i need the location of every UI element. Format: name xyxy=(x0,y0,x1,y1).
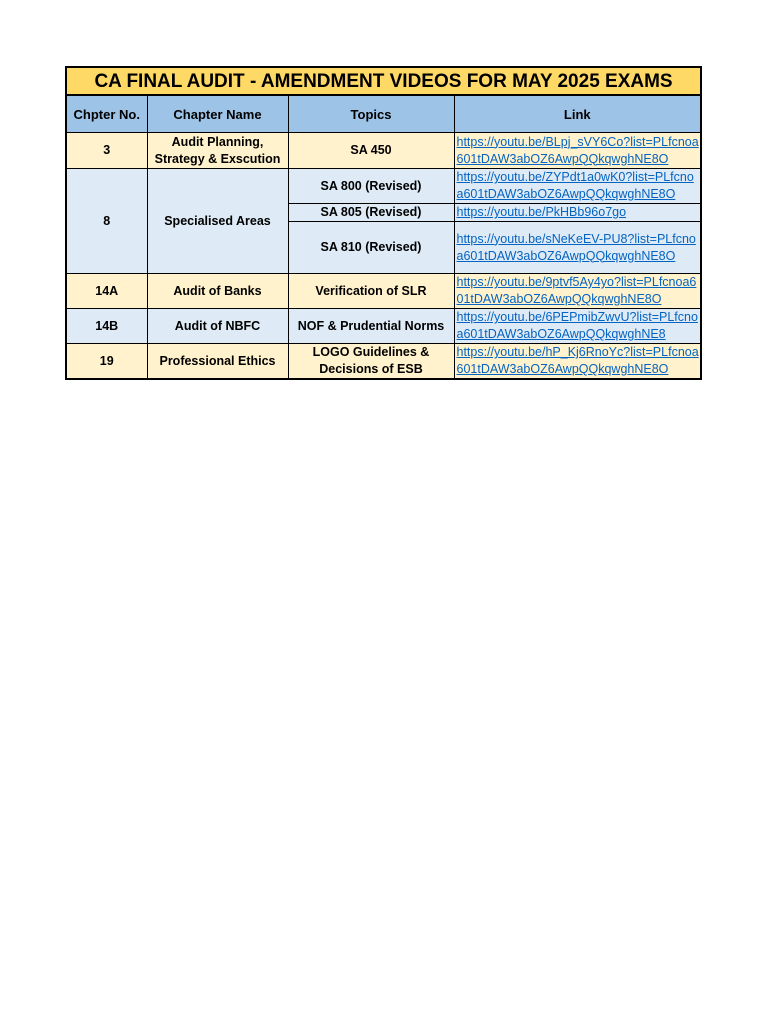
topic: SA 800 (Revised) xyxy=(288,169,454,204)
table-row xyxy=(66,344,701,380)
chapter-name: Audit of Banks xyxy=(147,274,288,309)
link-cell xyxy=(454,222,701,274)
topic: LOGO Guidelines & Decisions of ESB xyxy=(288,344,454,380)
header-row xyxy=(66,95,701,133)
video-link[interactable]: https://youtu.be/9ptvf5Ay4yo?list=PLfcnoa601tDAW3abOZ6AwpQQkqwghNE8O xyxy=(456,275,697,306)
table-row xyxy=(66,169,701,204)
table-row xyxy=(66,309,701,344)
video-link[interactable]: https://youtu.be/PkHBb96o7go xyxy=(456,205,627,219)
video-link[interactable]: https://youtu.be/hP_Kj6RnoYc?list=PLfcnoa601tDAW3abOZ6AwpQQkqwghNE8O xyxy=(456,345,699,376)
topic: Verification of SLR xyxy=(288,274,454,309)
chapter-no: 3 xyxy=(66,133,147,169)
video-link[interactable]: https://youtu.be/BLpj_sVY6Co?list=PLfcnoa601tDAW3abOZ6AwpQQkqwghNE8O xyxy=(456,134,699,166)
link-cell xyxy=(454,274,701,309)
link-cell xyxy=(454,344,701,380)
chapter-name: Specialised Areas xyxy=(147,169,288,274)
chapter-no: 14B xyxy=(66,309,147,344)
chapter-name: Professional Ethics xyxy=(147,344,288,380)
chapter-no: 14A xyxy=(66,274,147,309)
topic: SA 810 (Revised) xyxy=(288,222,454,274)
header-link: Link xyxy=(454,95,701,133)
link-cell xyxy=(454,309,701,344)
header-chapter-no: Chpter No. xyxy=(66,95,147,133)
video-link[interactable]: https://youtu.be/sNeKeEV-PU8?list=PLfcnoa601tDAW3abOZ6AwpQQkqwghNE8O xyxy=(456,231,696,263)
sheet-title: CA FINAL AUDIT - AMENDMENT VIDEOS FOR MAY 2025 EXAMS xyxy=(66,67,701,95)
topic: SA 805 (Revised) xyxy=(288,204,454,222)
header-topics: Topics xyxy=(288,95,454,133)
chapter-name: Audit of NBFC xyxy=(147,309,288,344)
topic: SA 450 xyxy=(288,133,454,169)
video-link[interactable]: https://youtu.be/ZYPdt1a0wK0?list=PLfcnoa601tDAW3abOZ6AwpQQkqwghNE8O xyxy=(456,170,694,201)
header-chapter-name: Chapter Name xyxy=(147,95,288,133)
amendment-videos-sheet xyxy=(65,66,700,380)
videos-table xyxy=(65,66,702,380)
chapter-no: 8 xyxy=(66,169,147,274)
chapter-name: Audit Planning, Strategy & Exscution xyxy=(147,133,288,169)
chapter-no: 19 xyxy=(66,344,147,380)
topic: NOF & Prudential Norms xyxy=(288,309,454,344)
link-cell xyxy=(454,169,701,204)
table-row xyxy=(66,274,701,309)
table-row xyxy=(66,133,701,169)
link-cell xyxy=(454,133,701,169)
video-link[interactable]: https://youtu.be/6PEPmibZwvU?list=PLfcnoa601tDAW3abOZ6AwpQQkqwghNE8 xyxy=(456,310,698,341)
link-cell xyxy=(454,204,701,222)
